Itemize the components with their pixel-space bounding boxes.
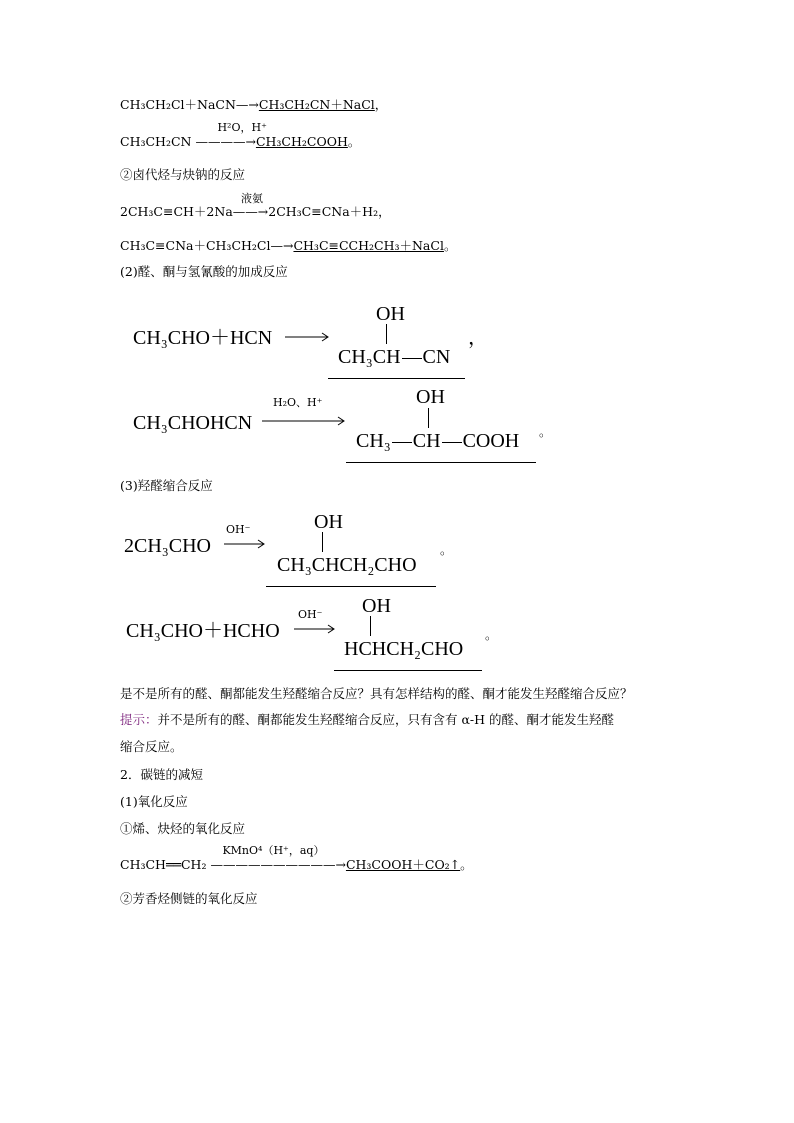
punctuation: 。 — [460, 857, 473, 872]
reaction-arrow — [294, 622, 336, 636]
product-part: COOH — [462, 430, 520, 452]
punctuation: 。 — [539, 424, 552, 439]
punctuation: 。 — [485, 627, 498, 642]
products: CH₃C≡CCH₂CH₃＋NaCl — [293, 238, 444, 253]
section-heading: (2)醛、酮与氢氰酸的加成反应 — [120, 264, 288, 279]
reaction-condition: H₂O、H⁺ — [273, 396, 323, 409]
reaction-arrow: ————→ — [195, 134, 256, 149]
tip-text-continued: 缩合反应。 — [120, 739, 183, 754]
product-part: CH₃CH — [338, 346, 401, 368]
reaction-condition: 液氨 — [241, 192, 263, 205]
reaction-arrow — [285, 330, 330, 344]
hydroxyl-group: OH — [376, 303, 405, 325]
bond-line — [386, 324, 387, 344]
products: CH₃CH₂COOH — [255, 134, 348, 149]
reaction-3-reactants: 2CH₃CHO — [124, 535, 211, 557]
hydroxyl-group: OH — [314, 511, 343, 533]
equation-line-4: 2CH₃C≡CH＋2Na——→2CH₃C≡CNa＋H₂， — [120, 204, 391, 219]
hydroxyl-group: OH — [416, 386, 445, 408]
equation-line-1 — [120, 97, 387, 113]
reaction-condition: OH⁻ — [226, 523, 251, 536]
bond-line — [392, 442, 412, 443]
bond-line — [428, 408, 429, 428]
bond-line — [402, 358, 422, 359]
oxidation-equation — [120, 844, 473, 873]
equation-line-2 — [120, 121, 361, 150]
product-part: CN — [422, 346, 451, 368]
reaction-condition: H²O，H⁺ — [217, 121, 267, 134]
hydroxyl-group: OH — [362, 595, 391, 617]
subsection-heading: ①烯、炔烃的氧化反应 — [120, 821, 246, 836]
reaction-arrow — [224, 537, 266, 551]
punctuation: 。 — [443, 238, 457, 253]
reaction-1-reactants: CH₃CHO＋HCN — [133, 327, 273, 349]
section-heading: ②卤代烃与炔钠的反应 — [120, 167, 246, 182]
reaction-condition: KMnO⁴（H⁺，aq） — [222, 844, 325, 857]
answer-underline — [334, 670, 482, 671]
reactants: CH₃CH₂CN — [120, 134, 192, 149]
bond-line — [442, 442, 462, 443]
equation-line-5 — [120, 238, 456, 254]
tip-label: 提示： — [120, 712, 158, 727]
reaction-2-reactants: CH₃CHOHCN — [133, 412, 253, 434]
subsection-heading: (1)氧化反应 — [120, 794, 188, 809]
answer-underline — [328, 378, 465, 379]
bond-line — [370, 616, 371, 636]
answer-underline — [266, 586, 436, 587]
question-text: 是不是所有的醛、酮都能发生羟醛缩合反应？具有怎样结构的醛、酮才能发生羟醛缩合反应？ — [120, 686, 633, 701]
punctuation: 。 — [440, 542, 453, 557]
reaction-1-product — [338, 345, 450, 369]
section-heading: 2．碳链的减短 — [120, 767, 203, 782]
answer-underline — [346, 462, 536, 463]
bond-line — [322, 532, 323, 552]
reaction-2-product — [356, 429, 519, 453]
tip-paragraph — [120, 712, 614, 728]
product-part: CH — [412, 430, 441, 452]
reactants: CH₃CH₂Cl＋NaCN—→ — [120, 97, 259, 112]
reaction-arrow: ——————————→ — [210, 857, 346, 872]
punctuation: 。 — [347, 134, 361, 149]
reactants: CH₃CH══CH₂ — [120, 857, 207, 872]
subsection-heading: ②芳香烃侧链的氧化反应 — [120, 891, 258, 906]
reaction-condition: OH⁻ — [298, 608, 323, 621]
reactants: CH₃C≡CNa＋CH₃CH₂Cl—→ — [120, 238, 294, 253]
tip-text: 并不是所有的醛、酮都能发生羟醛缩合反应，只有含有 α-H 的醛、酮才能发生羟醛 — [157, 712, 615, 727]
reaction-4-product: HCHCH₂CHO — [344, 638, 464, 660]
punctuation: ， — [374, 97, 388, 112]
reaction-arrow — [262, 414, 346, 428]
punctuation: ， — [468, 327, 488, 349]
section-heading: (3)羟醛缩合反应 — [120, 478, 213, 493]
products: CH₃COOH＋CO₂↑ — [345, 857, 461, 872]
reaction-3-product: CH₃CHCH₂CHO — [277, 554, 417, 576]
product-part: CH₃ — [356, 430, 391, 452]
reaction-4-reactants: CH₃CHO＋HCHO — [126, 620, 280, 642]
products: CH₃CH₂CN＋NaCl — [258, 97, 375, 112]
